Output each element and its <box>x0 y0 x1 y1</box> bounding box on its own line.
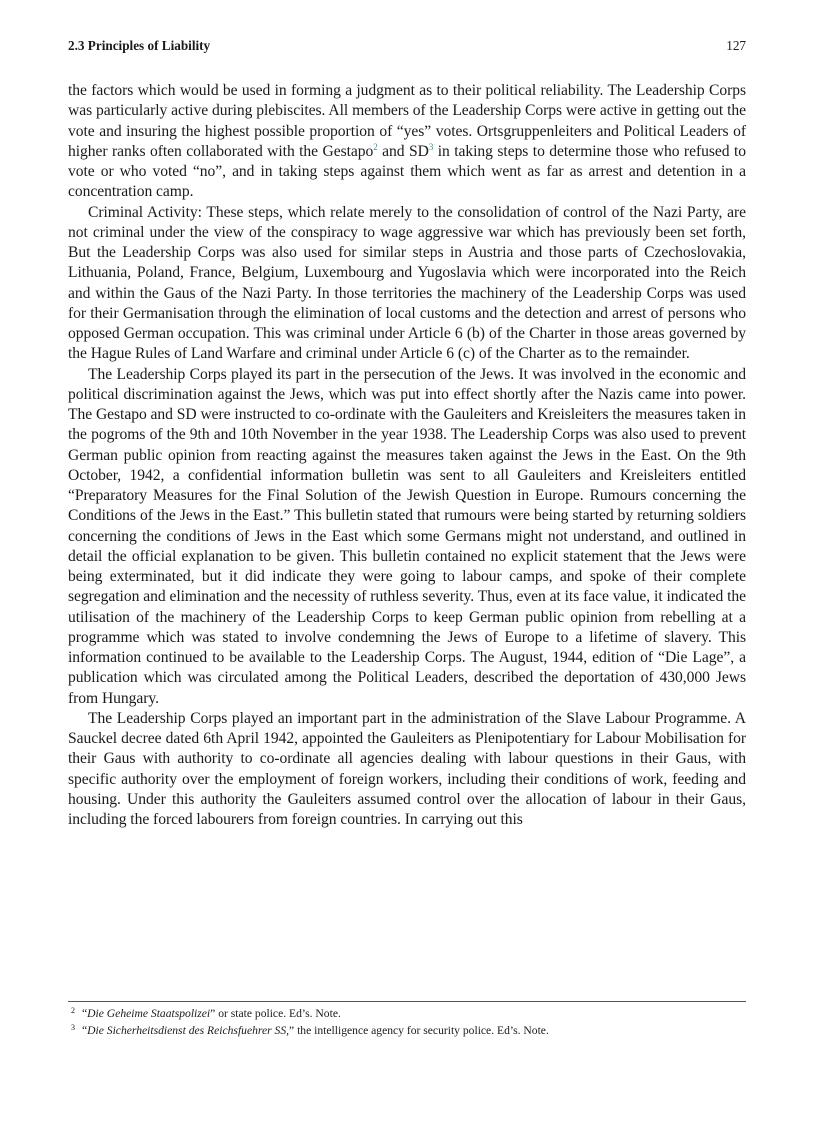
paragraph-text: the factors which would be used in forming a judgment as to their political reliability. The Leadership Corps was particularly active during plebiscites. All members of the Leadership Corps were active in getting out the vote and insuring the highest possible proportion of “yes” votes. Ortsgruppenleiters and Political Leaders of higher ranks often collaborated with the Gestapo <box>68 82 746 160</box>
section-title: 2.3 Principles of Liability <box>68 38 211 53</box>
paragraph-persecution-of-jews: The Leadership Corps played its part in the persecution of the Jews. It was involved in the economic and political discrimination against the Jews, which was put into effect shortly after the Nazis came into power. The Gestapo and SD were instructed to co-ordinate with the Gauleiters and Kreisleiters the measures taken in the pogroms of the 9th and 10th November in the year 1938. The Leadership Corps was also used to prevent German public opinion from reacting against the measures taken against the Jews in the East. On the 9th October, 1942, a confidential information bulletin was sent to all Gauleiters and Kreisleiters entitled “Preparatory Measures for the Final Solution of the Jewish Question in Europe. Rumours concerning the Conditions of the Jews in the East.” This bulletin stated that rumours were being started by returning soldiers concerning the conditions of Jews in the East which some Germans might not understand, and outlined in detail the official explanation to be given. This bulletin contained no explicit statement that the Jews were being exterminated, but it did indicate they were going to labour camps, and spoke of their complete segregation and elimination and the necessity of ruthless severity. Thus, even at its face value, it indicated the utilisation of the machinery of the Leadership Corps to keep German public opinion from rebelling at a programme which was stated to involve condemning the Jews of Europe to a lifetime of slavery. This information continued to be available to the Leadership Corps. The August, 1944, edition of “Die Lage”, a publication which was circulated among the Political Leaders, described the deportation of 430,000 Jews from Hungary. <box>68 365 746 707</box>
paragraph-text: in taking steps to determine those who refused to vote or who voted “no”, and in taking steps against them which went as far as arrest and detention in a concentration camp. <box>68 142 746 201</box>
footnote-3 <box>68 1022 746 1039</box>
body-text <box>68 81 746 830</box>
paragraph-criminal-activity: Criminal Activity: These steps, which relate merely to the consolidation of control of the Nazi Party, are not criminal under the view of the conspiracy to wage aggressive war which has previously been set forth, But the Leadership Corps was also used for similar steps in Austria and those parts of Czechoslovakia, Lithuania, Poland, France, Belgium, Luxembourg and Yugoslavia which were incorporated into the Reich and within the Gaus of the Nazi Party. In those territories the machinery of the Leadership Corps was used for their Germanisation through the elimination of local customs and the detection and arrest of persons who opposed German occupation. This was criminal under Article 6 (b) of the Charter in those areas governed by the Hague Rules of Land Warfare and criminal under Article 6 (c) of the Charter as to the remainder. <box>68 203 746 363</box>
footnote-open-quote: “ <box>82 1024 88 1037</box>
paragraph-1 <box>68 81 746 203</box>
footnote-italic-term: Die Geheime Staatspolizei <box>87 1007 211 1020</box>
paragraph-slave-labour: The Leadership Corps played an important part in the administration of the Slave Labour Programme. A Sauckel decree dated 6th April 1942, appointed the Gauleiters as Plenipotentiary for Labour Mobilisation for their Gaus with authority to co-ordinate all agencies dealing with labour questions in their Gaus, with specific authority over the employment of foreign workers, including their conditions of work, feeding and housing. Under this authority the Gauleiters assumed control over the allocation of labour in their Gaus, including the forced labourers from foreign countries. In carrying out this <box>68 709 746 828</box>
footnote-2 <box>68 1005 746 1022</box>
footnote-ref-2[interactable]: 2 <box>373 141 378 152</box>
footnote-ref-3[interactable]: 3 <box>428 141 434 152</box>
footnote-number: 2 <box>71 1006 75 1015</box>
paragraph-text: and SD <box>377 142 429 160</box>
running-head <box>68 38 746 58</box>
page-number: 127 <box>726 38 746 53</box>
footnote-text: ” the intelligence agency for security police. Ed’s. Note. <box>289 1024 549 1037</box>
footnotes <box>68 1005 746 1039</box>
footnote-open-quote: “ <box>82 1007 88 1020</box>
footnote-divider <box>68 1001 746 1002</box>
footnote-number: 3 <box>71 1023 75 1032</box>
footnote-italic-term: Die Sicherheitsdienst des Reichsfuehrer SS, <box>87 1024 290 1037</box>
footnote-text: ” or state police. Ed’s. Note. <box>210 1007 341 1020</box>
